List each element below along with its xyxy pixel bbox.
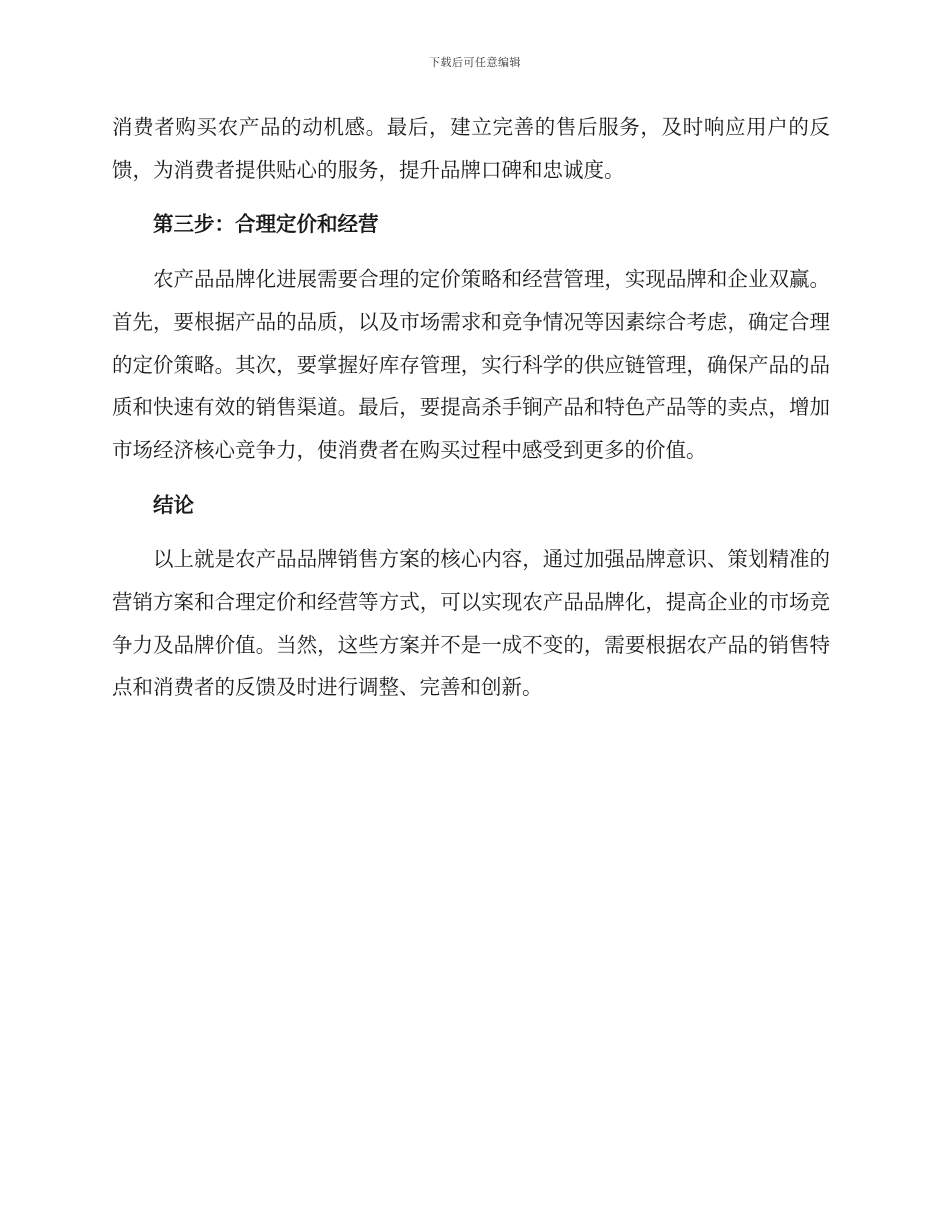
section-heading-step3: 第三步：合理定价和经营 — [153, 212, 379, 237]
paragraph-continuation: 消费者购买农产品的动机感。最后，建立完善的售后服务，及时响应用户的反馈，为消费者提供贴心的服务，提升品牌口碑和忠诚度。 — [112, 115, 830, 182]
section-heading-conclusion: 结论 — [153, 492, 194, 517]
page-header: 下载后可任意编辑 — [429, 56, 521, 69]
paragraph-step3: 农产品品牌化进展需要合理的定价策略和经营管理，实现品牌和企业双赢。首先，要根据产品的品质，以及市场需求和竞争情况等因素综合考虑，确定合理的定价策略。其次，要掌握好库存管理，实行科学的供应链管理，确保产品的品质和快速有效的销售渠道。最后，要提高杀手锏产品和特色产品等的卖点，增加市场经济核心竞争力，使消费者在购买过程中感受到更多的价值。 — [112, 267, 830, 462]
document-body — [112, 106, 830, 709]
paragraph-conclusion: 以上就是农产品品牌销售方案的核心内容，通过加强品牌意识、策划精准的营销方案和合理定价和经营等方式，可以实现农产品品牌化，提高企业的市场竞争力及品牌价值。当然，这些方案并不是一成不变的，需要根据农产品的销售特点和消费者的反馈及时进行调整、完善和创新。 — [112, 547, 830, 700]
